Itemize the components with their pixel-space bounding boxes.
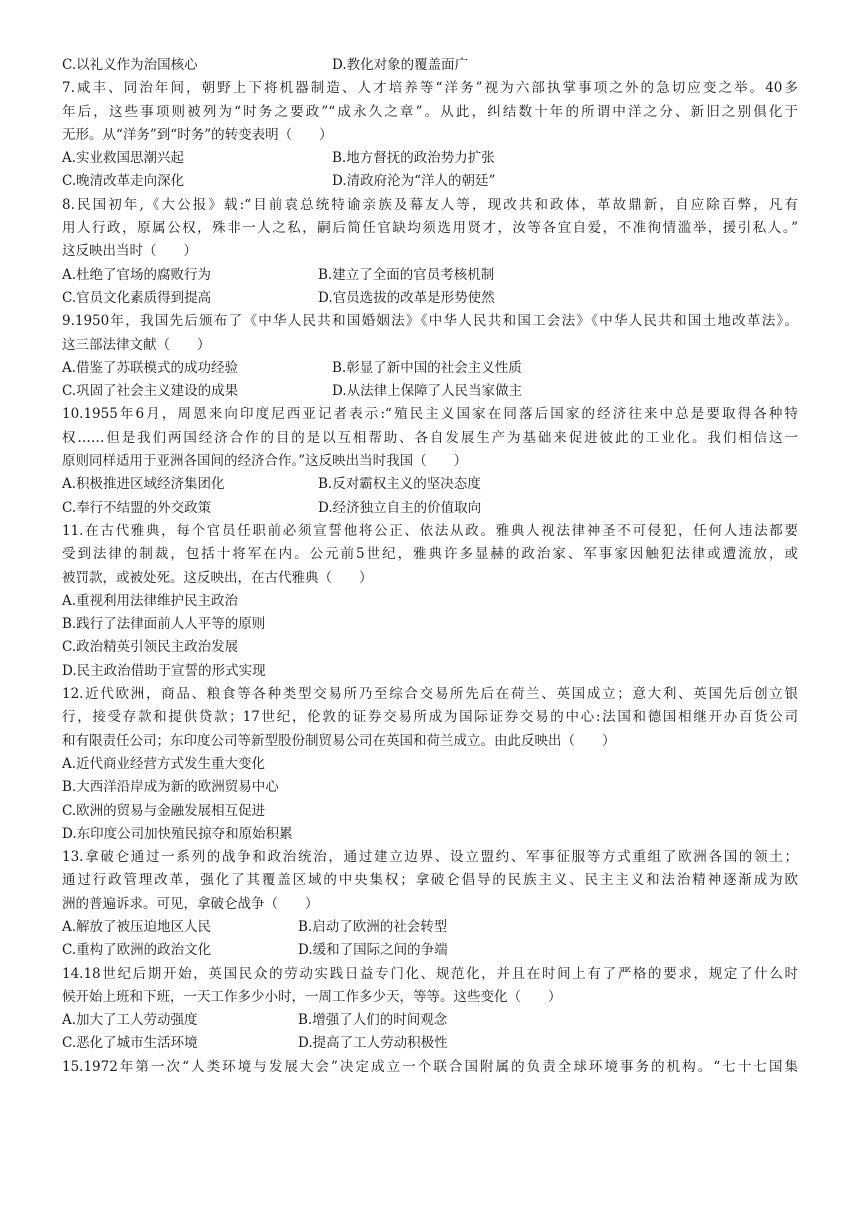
q12-option-b: B.大西洋沿岸成为新的欧洲贸易中心: [62, 779, 279, 796]
q10-option-b: B.反对霸权主义的坚决态度: [318, 476, 481, 493]
q14-option-a: A.加大了工人劳动强度: [62, 1012, 198, 1029]
q8-stem-line-3: 这反映出当时（ ）: [62, 243, 197, 260]
q10-options-cd: [62, 497, 798, 520]
q11-stem-line-2: 受到法律的制裁，包括十将军在内。公元前5世纪，雅典许多显赫的政治家、军事家因触犯法律或遭流放，或: [62, 546, 798, 563]
q14-options-ab: [62, 1009, 798, 1032]
q12-option-a: A.近代商业经营方式发生重大变化: [62, 755, 266, 772]
question-14: [62, 963, 798, 1056]
q11-option-a: A.重视利用法律维护民主政治: [62, 592, 239, 609]
q12-stem-line-1: 12.近代欧洲，商品、粮食等各种类型交易所乃至综合交易所先后在荷兰、英国成立；意大利、英国先后创立银: [62, 686, 798, 703]
q7-options-ab: [62, 147, 798, 170]
q10-option-d: D.经济独立自主的价值取向: [318, 499, 482, 516]
q7-option-a: A.实业救国思潮兴起: [62, 150, 185, 167]
q7-option-c: C.晚清改革走向深化: [62, 173, 185, 190]
question-11: [62, 520, 798, 683]
q10-option-c: C.奉行不结盟的外交政策: [62, 499, 212, 516]
q14-options-cd: [62, 1032, 798, 1055]
question-9: [62, 310, 798, 403]
q12-stem-line-2: 行，接受存款和提供贷款；17世纪，伦敦的证券交易所成为国际证券交易的中心:法国和德国相继开办百货公司: [62, 709, 798, 726]
q12-option-d: D.东印度公司加快殖民掠夺和原始积累: [62, 825, 293, 842]
exam-page: [62, 0, 798, 1079]
q8-option-c: C.官员文化素质得到提高: [62, 289, 212, 306]
q9-option-b: B.彰显了新中国的社会主义性质: [332, 359, 522, 376]
q9-stem-line-1: 9.1950年，我国先后颁布了《中华人民共和国婚姻法》《中华人民共和国工会法》《中华人民共和国土地改革法》。: [62, 313, 798, 330]
q7-stem-line-2: 年后，这些事项则被列为“时务之要政”“成永久之章”。从此，纠结数十年的所谓中洋之分、新旧之别俱化于: [62, 103, 798, 120]
q13-option-b: B.启动了欧洲的社会转型: [298, 918, 448, 935]
q8-stem-line-2: 用人行政，原属公权，殊非一人之私，嗣后简任官缺均须选用贤才，汝等各宜自爱，不准徇情滥举，援引私人。”: [62, 220, 798, 237]
q14-stem-line-1: 14.18世纪后期开始，英国民众的劳动实践日益专门化、规范化，并且在时间上有了严格的要求，规定了什么时: [62, 965, 798, 982]
question-15: [62, 1056, 798, 1079]
q13-options-cd: [62, 939, 798, 962]
q10-stem-line-3: 原则同样适用于亚洲各国间的经济合作。”这反映出当时我国（ ）: [62, 453, 468, 470]
q10-options-ab: [62, 473, 798, 496]
q7-option-b: B.地方督抚的政治势力扩张: [332, 150, 495, 167]
q9-options-ab: [62, 357, 798, 380]
q14-option-b: B.增强了人们的时间观念: [298, 1012, 448, 1029]
question-7: [62, 77, 798, 193]
q11-stem-line-3: 被罚款，或被处死。这反映出，在古代雅典（ ）: [62, 569, 373, 586]
q7-option-d: D.清政府沦为“洋人的朝廷”: [332, 173, 496, 190]
q13-stem-line-3: 洲的普遍诉求。可见，拿破仑战争（ ）: [62, 895, 319, 912]
q14-stem-line-2: 候开始上班和下班，一天工作多少小时，一周工作多少天，等等。这些变化（ ）: [62, 988, 562, 1005]
q11-stem-line-1: 11.在古代雅典，每个官员任职前必须宣誓他将公正、依法从政。雅典人视法律神圣不可侵犯，任何人违法都要: [62, 522, 798, 539]
q11-option-b: B.践行了法律面前人人平等的原则: [62, 616, 266, 633]
q8-option-a: A.杜绝了官场的腐败行为: [62, 266, 212, 283]
q13-stem-line-1: 13.拿破仑通过一系列的战争和政治统治，通过建立边界、设立盟约、军事征服等方式重组了欧洲各国的领土；: [62, 849, 798, 866]
q13-option-c: C.重构了欧洲的政治文化: [62, 942, 212, 959]
q9-option-c: C.巩固了社会主义建设的成果: [62, 383, 239, 400]
q8-options-cd: [62, 287, 798, 310]
q9-option-a: A.借鉴了苏联模式的成功经验: [62, 359, 239, 376]
q8-options-ab: [62, 264, 798, 287]
q12-option-c: C.欧洲的贸易与金融发展相互促进: [62, 802, 266, 819]
q13-option-d: D.缓和了国际之间的争端: [298, 942, 448, 959]
question-10: [62, 403, 798, 519]
q9-option-d: D.从法律上保障了人民当家做主: [332, 383, 523, 400]
q6-option-c: C.以礼义作为治国核心: [62, 57, 198, 73]
q7-stem-line-3: 无形。从“洋务”到“时务”的转变表明（ ）: [62, 126, 333, 143]
q10-stem-line-2: 权……但是我们两国经济合作的目的是以互相帮助、各自发展生产为基础来促进彼此的工业化。我们相信这一: [62, 429, 798, 446]
question-13: [62, 846, 798, 962]
q11-option-d: D.民主政治借助于宣誓的形式实现: [62, 662, 266, 679]
q9-options-cd: [62, 380, 798, 403]
q13-stem-line-2: 通过行政管理改革，强化了其覆盖区域的中央集权；拿破仑倡导的民族主义、民主主义和法治精神逐渐成为欧: [62, 872, 798, 889]
q8-option-d: D.官员选拔的改革是形势使然: [318, 289, 495, 306]
q13-option-a: A.解放了被压迫地区人民: [62, 918, 212, 935]
q6-options-cd: [62, 54, 798, 77]
q14-option-c: C.恶化了城市生活环境: [62, 1035, 198, 1052]
q7-stem-line-1: 7.咸丰、同治年间，朝野上下将机器制造、人才培养等“洋务”视为六部执掌事项之外的急切应变之举。40多: [62, 80, 798, 97]
q15-stem-line-1: 15.1972年第一次“人类环境与发展大会”决定成立一个联合国附属的负责全球环境事务的机构。“七十七国集: [62, 1058, 798, 1075]
q13-options-ab: [62, 916, 798, 939]
q14-option-d: D.提高了工人劳动积极性: [298, 1035, 448, 1052]
q11-option-c: C.政治精英引领民主政治发展: [62, 639, 239, 656]
q6-option-d: D.教化对象的覆盖面广: [332, 57, 469, 73]
q8-stem-line-1: 8.民国初年,《大公报》载:“目前袁总统特谕亲族及幕友人等，现改共和政体，革故鼎新，自应除百弊，凡有: [62, 196, 798, 213]
q10-stem-line-1: 10.1955年6月，周恩来向印度尼西亚记者表示:“殖民主义国家在同落后国家的经济往来中总是要取得各种特: [62, 406, 798, 423]
q9-stem-line-2: 这三部法律文献（ ）: [62, 336, 211, 353]
q8-option-b: B.建立了全面的官员考核机制: [318, 266, 495, 283]
q10-option-a: A.积极推进区域经济集团化: [62, 476, 225, 493]
q12-stem-line-3: 和有限责任公司；东印度公司等新型股份制贸易公司在英国和荷兰成立。由此反映出（ ）: [62, 732, 616, 749]
q7-options-cd: [62, 170, 798, 193]
question-8: [62, 194, 798, 310]
question-12: [62, 683, 798, 846]
